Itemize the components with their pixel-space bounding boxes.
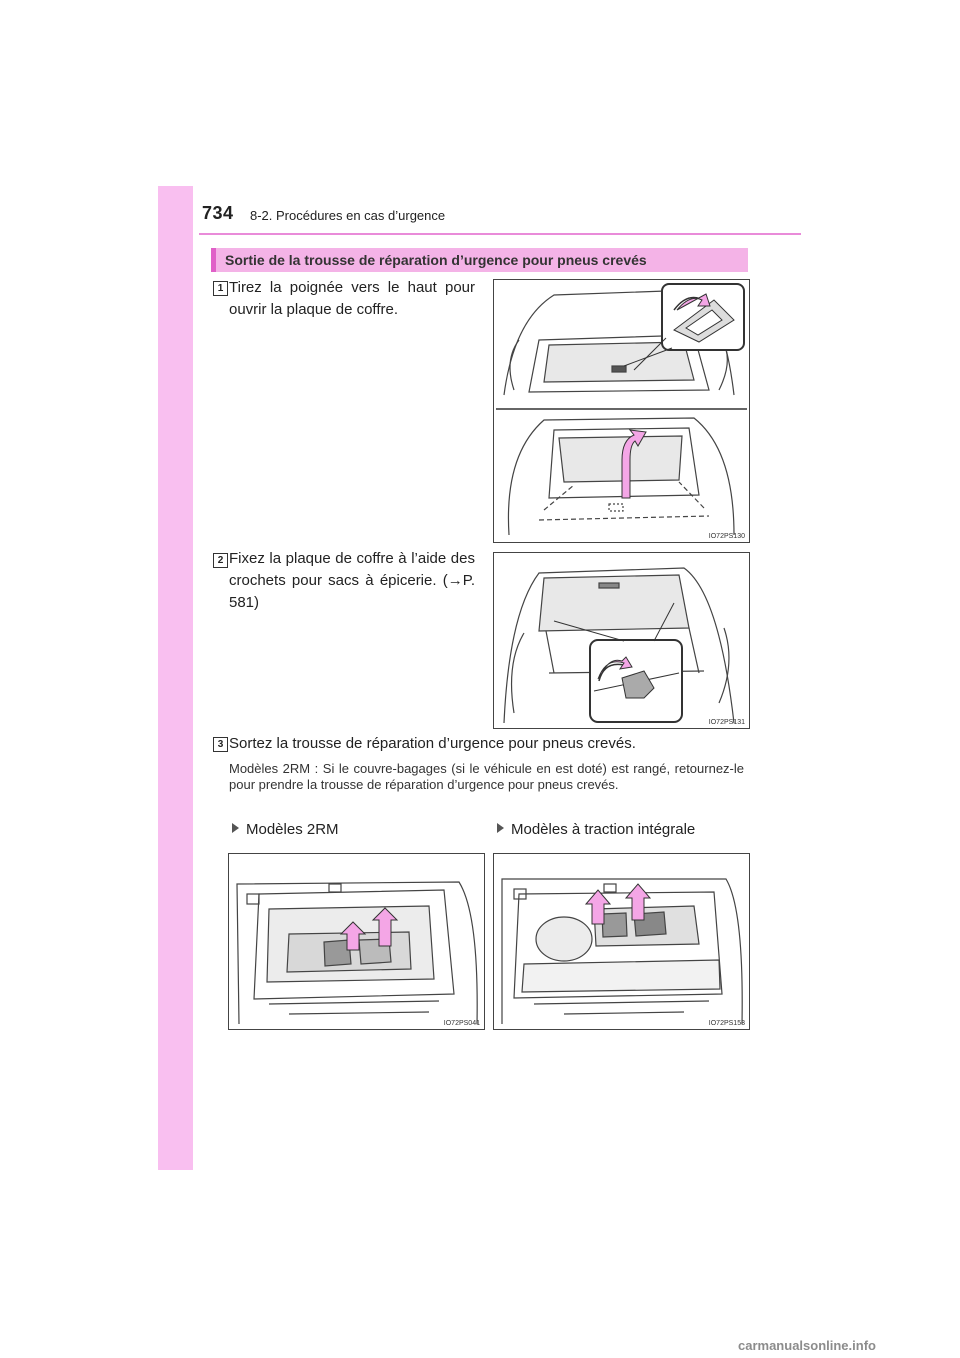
figure-code: IO72PS041 <box>443 1020 480 1027</box>
figure-code: IO72PS130 <box>708 533 745 540</box>
figure-code: IO72PS131 <box>708 719 745 726</box>
trunk-illustration-1 <box>494 280 749 542</box>
step-1-number: 1 <box>213 281 228 296</box>
step-2-number: 2 <box>213 553 228 568</box>
trunk-floor-illustration-awd <box>494 854 749 1029</box>
trunk-illustration-2 <box>494 553 749 728</box>
variant-label-2wd: Modèles 2RM <box>232 821 339 838</box>
step-3-number: 3 <box>213 737 228 752</box>
note-2wd: Modèles 2RM : Si le couvre-bagages (si le véhicule en est doté) est rangé, retournez-le pour prendre la trousse de réparation d’urgence pour pneus crevés. <box>229 761 744 792</box>
side-tab-band <box>158 186 193 1170</box>
page-number: 734 <box>202 203 234 223</box>
triangle-bullet-icon <box>232 823 239 833</box>
chapter-title: 8-2. Procédures en cas d’urgence <box>250 208 446 223</box>
figure-kit-awd <box>493 853 750 1030</box>
step-1-text: Tirez la poignée vers le haut pour ouvrir la plaque de coffre. <box>229 279 475 318</box>
step-2-text: Fixez la plaque de coffre à l’aide des crochets pour sacs à épicerie. (→P. 581) <box>229 550 475 611</box>
section-title: Sortie de la trousse de réparation d’urgence pour pneus crevés <box>225 252 647 268</box>
step-3-text: Sortez la trousse de réparation d’urgence pour pneus crevés. <box>229 735 636 752</box>
header-divider <box>199 233 801 235</box>
variant-label-awd: Modèles à traction intégrale <box>497 821 695 838</box>
figure-code: IO72PS153 <box>708 1020 745 1027</box>
section-heading-bar <box>211 248 748 272</box>
figure-hook-deck-board <box>493 552 750 729</box>
figure-kit-2wd <box>228 853 485 1030</box>
figure-open-deck-board <box>493 279 750 543</box>
watermark: carmanualsonline.info <box>738 1338 876 1353</box>
triangle-bullet-icon <box>497 823 504 833</box>
trunk-floor-illustration-2wd <box>229 854 484 1029</box>
